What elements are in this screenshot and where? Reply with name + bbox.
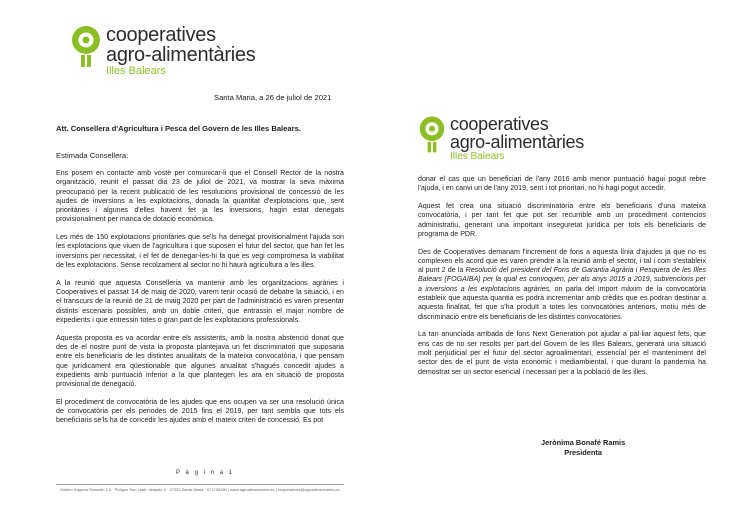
cooperative-logo-icon — [70, 25, 102, 67]
page-number: P à g i n a 1 — [176, 470, 234, 476]
paragraph: La tan anunciada arribada de fons Next Generation pot ajudar a pal·liar aquest fets, que ens cas de no ser resolts per part del Govern de les Illes Balears, generarà una situació molt perjudicial per el futur del sector agroalimentari, essencial per el manteniment del sector des de el punt de vista econòmic i mediambiental, i que durant la pandemia ha demostrat ser un sector esencial i necessari per a la població de les illes. — [418, 330, 706, 376]
footer-address: Gullem Sagrera Rossello 1 A · Polígon Son Llaüt, despatx 3 · 07320 Santa Maria · 971735180 — [60, 487, 227, 492]
signatory-role: Presidenta — [564, 448, 602, 457]
page-footer — [60, 487, 339, 492]
logo-line-cooperatives: cooperatives — [450, 114, 549, 134]
footer-divider — [56, 484, 344, 485]
logo-wordmark — [450, 115, 584, 162]
paragraph: Les més de 150 explotacions prioritàries que se'ls ha denegat provisionalment l'ajuda son les explotacions que viuen de l'agricultura i que suposen el futur del sector, que han fet les inversions per necessitat, i el fet de denegar-les-hi fa que es vegi compromesa la viabilitat de les explotacions. Sense recolzament al sector no hi haurà agricultura a les illes. — [56, 233, 344, 270]
footer-separator: | — [227, 487, 231, 492]
paragraph: Aquesta proposta es va acordar entre els assistents, amb la nostra abstenció donat que des de el nostre punt de vista la proposta plantejava un fet discriminatori que suposaria entre els beneficiaris de les distintes anualitats de la mateixa convocatòria, i que pensam que jurídicament era qüestionable que algunes anualitat s'hagués concedit ajudes a expedients amb puntuació inferior a la que plantegen les ara en situació de proposta provisional de denegació. — [56, 333, 344, 389]
paragraph: Aquest fet crea una situació discriminatòria entre els beneficiaris d'una mateixa convocatòria, i per tant fet que pot ser recurrible amb un procediment contencios administratiu, generant una important inseguretat jurídica per tots els beneficiaris de programa de PDR. — [418, 201, 706, 238]
paragraph: donar el cas que un beneficiari de l'any 2016 amb menor puntuació hagui pogut rebre l'ajuda, i en canvi un de l'any 2019, sent i tot prioritari, no hi hagi pogut accedir. — [418, 175, 706, 193]
footer-separator: | — [275, 487, 278, 492]
letter-body-right — [418, 175, 706, 385]
logo-line-agro: agro-alimentàries — [450, 132, 584, 152]
organization-logo — [418, 115, 584, 162]
logo-wordmark — [106, 25, 255, 77]
letter-page-2 — [376, 0, 731, 520]
paragraph — [418, 248, 706, 322]
paragraph-text: on parla del import màxim de la convocatòria estableix que aquesta quantia es podrà incrementar amb crèdits que es podran destinar a aquesta finalitat, fet que s'ha produït a totes les convocatòries anteriors, motiu més de discriminació entre els beneficiaris de les distintes convocatòries. — [418, 284, 706, 321]
paragraph: A la reunió que aquesta Conselleria va mantenir amb les organitzacions agràries i Cooperatives el passat 14 de maig de 2020, varem tenir ocasió de debatre la situació, i en el transcurs de la reunió de 21 de maig 2020 per part de l'administració es varen presentar distints escenaris possibles, amb un doble criteri, que entrassin el major nombre de expedients i que entressin totes o gran part de les explotacions professionals. — [56, 278, 344, 324]
logo-line-agro: agro-alimentàries — [106, 44, 256, 66]
footer-web-link[interactable]: www.agroalimentaries.es — [230, 487, 275, 492]
letter-body-left — [56, 169, 344, 434]
signature-block — [541, 438, 625, 458]
resolution-citation: Resolució del president del Fons de Garantia Agrària i Pesquera de les Illes Balears (FOGAIBA) per la qual es convoquen, per als anys 2015 a 2019, subvencions per a inversions a les explotacions agràries, — [418, 266, 706, 293]
signatory-name: Jerònima Bonafé Ramis — [541, 438, 626, 447]
cooperative-logo-icon — [418, 115, 446, 153]
paragraph: Ens posem en contacte amb vostè per comunicar-li que el Consell Rector de la nostra organització, reunit el passat dia 23 de juliol de 2021, va mostrar la seva màxima preocupació per la recent publicació de les resolucions provisional de concessió de les ajudes de inversions a les explotacions, donada la quantitat d'explotacions que, sent prioritàries i algunes d'elles havent fet ja les inversions, hagin estat denegats provisionalment per manca de dotació econòmica. — [56, 169, 344, 224]
letter-date: Santa Maria, a 26 de juliol de 2021 — [214, 93, 332, 102]
logo-line-cooperatives: cooperatives — [106, 24, 216, 46]
letter-salutation: Estimada Consellera: — [56, 151, 129, 160]
logo-line-region: Illes Balears — [106, 65, 166, 77]
letter-recipient: Att. Consellera d'Agricultura i Pesca del Govern de les Illes Balears. — [56, 124, 301, 133]
paragraph-text: Des de Cooperatives demanam l'increment de fons a aquesta línia d'ajudes ja que no es complexen els acord que es varen prendre a la reunió amb el sector, i tal i com s'estableix al punt 2 de la — [418, 247, 706, 275]
logo-line-region: Illes Balears — [450, 151, 505, 162]
organization-logo — [70, 25, 255, 77]
footer-email-link[interactable]: cooperatives@agroalimentaries.es — [277, 487, 340, 492]
paragraph: El procediment de convocatòria de les ajudes que ens ocupen va ser una resolució única de convocatòria per els periodes de 2015 fins el 2019, per tant sembla que tots els beneficiaris se'ls ha de concedir les ajudes amb el mateix criteri de concessió. Es pot — [56, 397, 344, 425]
